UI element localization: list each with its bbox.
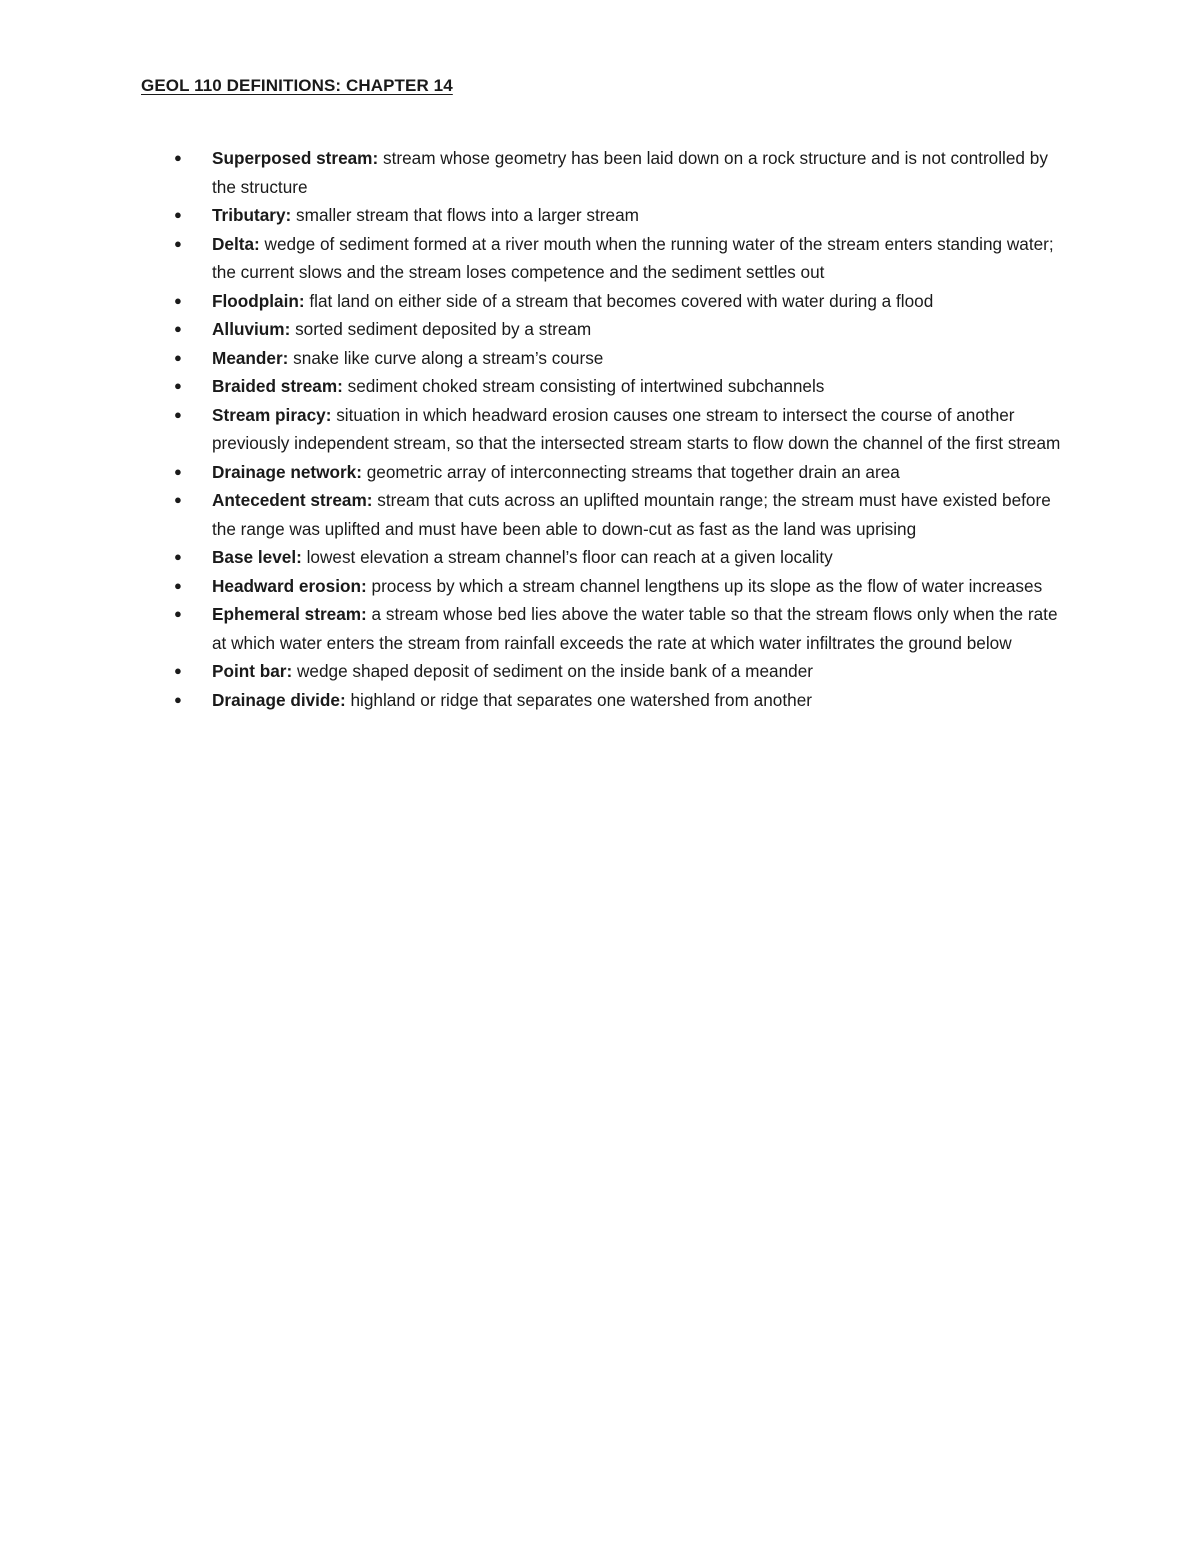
definition-item	[174, 401, 1072, 458]
definition-text: stream that cuts across an uplifted mountain range; the stream must have existed before the range was uplifted and must have been able to down-cut as fast as the land was uprising	[212, 490, 1051, 539]
definition-item	[174, 372, 1072, 401]
definition-term: Drainage network:	[212, 461, 362, 482]
definition-item	[174, 543, 1072, 572]
definition-term: Headward erosion:	[212, 575, 367, 596]
definition-text: highland or ridge that separates one watershed from another	[345, 689, 812, 710]
definition-item	[174, 344, 1072, 373]
definition-item	[174, 144, 1072, 201]
definition-term: Ephemeral stream:	[212, 604, 367, 624]
bullet-icon: ●	[174, 378, 182, 393]
bullet-icon: ●	[174, 349, 182, 365]
definition-item	[174, 486, 1072, 543]
definition-text: wedge shaped deposit of sediment on the inside bank of a meander	[292, 661, 813, 681]
definition-item	[174, 572, 1072, 601]
definition-term: Stream piracy:	[212, 404, 332, 425]
bullet-icon: ●	[174, 606, 182, 621]
definition-term: Superposed stream:	[212, 148, 379, 168]
definition-term: Tributary:	[212, 205, 292, 225]
bullet-icon: ●	[174, 235, 182, 251]
definition-text: flat land on either side of a stream that becomes covered with water during a flood	[304, 290, 934, 311]
bullet-icon: ●	[174, 321, 182, 336]
definitions-list	[174, 144, 1072, 714]
bullet-icon: ●	[174, 577, 182, 593]
bullet-icon: ●	[174, 463, 182, 479]
definition-text: snake like curve along a stream’s course	[288, 347, 604, 368]
definition-item	[174, 315, 1072, 344]
definition-item	[174, 287, 1072, 316]
definition-text: sorted sediment deposited by a stream	[290, 319, 592, 339]
definition-text: sediment choked stream consisting of intertwined subchannels	[342, 376, 825, 396]
definition-text: smaller stream that flows into a larger stream	[291, 205, 639, 225]
definition-term: Base level:	[212, 547, 302, 567]
bullet-icon: ●	[174, 292, 182, 308]
definition-term: Drainage divide:	[212, 689, 346, 710]
definition-term: Floodplain:	[212, 290, 305, 311]
definition-text: situation in which headward erosion causes one stream to intersect the course of another previously independent stream, so that the intersected stream starts to flow down the channel of the first stream	[212, 404, 1061, 453]
bullet-icon: ●	[174, 691, 182, 707]
definition-item	[174, 458, 1072, 487]
bullet-icon: ●	[174, 406, 182, 422]
definition-term: Delta:	[212, 233, 260, 254]
definition-text: process by which a stream channel lengthens up its slope as the flow of water increases	[366, 575, 1043, 596]
bullet-icon: ●	[174, 150, 182, 165]
definition-item	[174, 686, 1072, 715]
definition-item	[174, 230, 1072, 287]
definition-text: a stream whose bed lies above the water table so that the stream flows only when the rate at which water enters the stream from rainfall exceeds the rate at which water infiltrates the ground below	[212, 604, 1058, 653]
bullet-icon: ●	[174, 207, 182, 222]
definition-text: wedge of sediment formed at a river mouth when the running water of the stream enters standing water; the current slows and the stream loses competence and the sediment settles out	[212, 233, 1054, 282]
definition-term: Alluvium:	[212, 319, 291, 339]
definition-item	[174, 600, 1072, 657]
definition-term: Braided stream:	[212, 376, 343, 396]
definition-term: Meander:	[212, 347, 289, 368]
definition-item	[174, 201, 1072, 230]
definition-text: stream whose geometry has been laid down on a rock structure and is not controlled by the structure	[212, 148, 1048, 197]
definition-term: Antecedent stream:	[212, 490, 373, 510]
bullet-icon: ●	[174, 549, 182, 564]
bullet-icon: ●	[174, 663, 182, 678]
page-title: GEOL 110 DEFINITIONS: CHAPTER 14	[141, 76, 453, 95]
bullet-icon: ●	[174, 492, 182, 507]
definition-text: lowest elevation a stream channel’s floor can reach at a given locality	[301, 547, 833, 567]
definition-text: geometric array of interconnecting streams that together drain an area	[361, 461, 900, 482]
definition-item	[174, 657, 1072, 686]
definition-term: Point bar:	[212, 661, 293, 681]
